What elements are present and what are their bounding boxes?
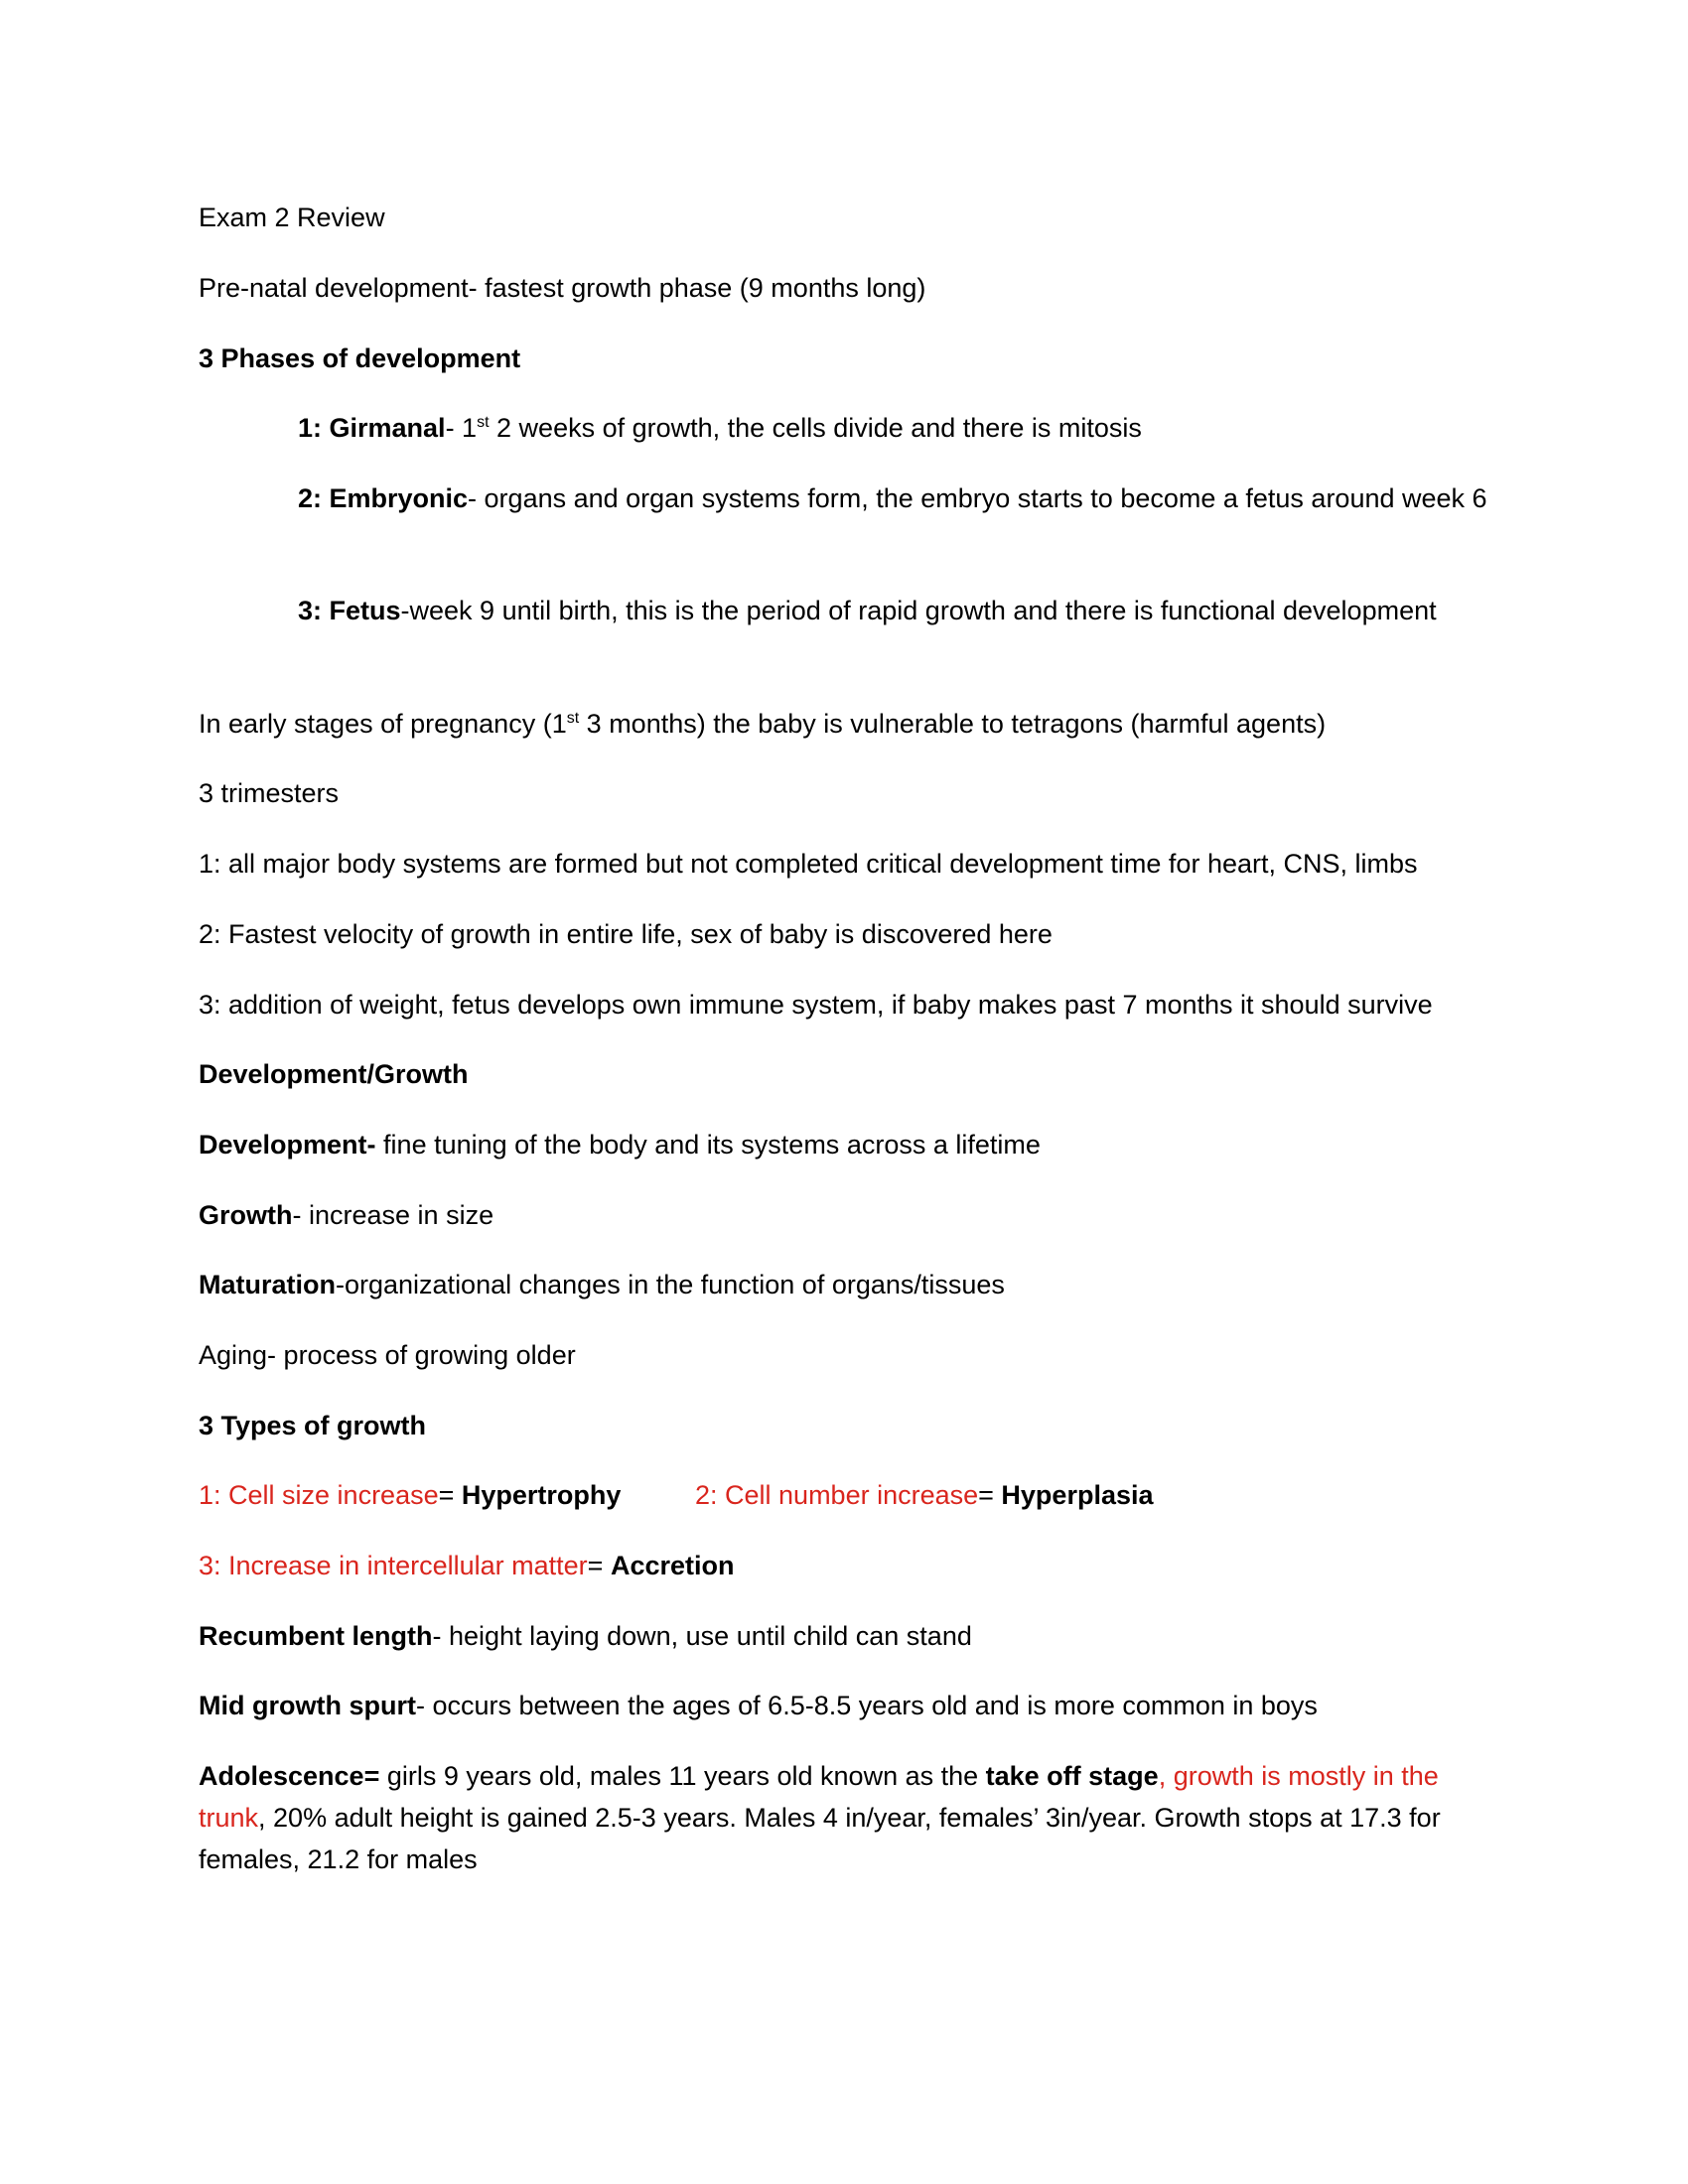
early-text-post: 3 months) the baby is vulnerable to tetragons (harmful agents) xyxy=(579,709,1327,739)
recumbent-term: Recumbent length xyxy=(199,1621,433,1651)
midgrowth-term: Mid growth spurt xyxy=(199,1691,416,1720)
phase-1-item xyxy=(199,407,1489,449)
growth-type-3-desc: 3: Increase in intercellular matter xyxy=(199,1551,588,1580)
midgrowth-definition xyxy=(199,1685,1489,1726)
adolescence-takeoff-term: take off stage xyxy=(985,1761,1159,1791)
phase-2-item xyxy=(199,478,1489,519)
adolescence-term: Adolescence= xyxy=(199,1761,380,1791)
phase-2-label: 2: Embryonic xyxy=(298,483,469,513)
types-heading: 3 Types of growth xyxy=(199,1411,427,1440)
early-superscript: st xyxy=(566,710,580,727)
phases-heading: 3 Phases of development xyxy=(199,343,521,373)
adolescence-text-1: girls 9 years old, males 11 years old known as the xyxy=(379,1761,986,1791)
growth-type-3 xyxy=(199,1545,1489,1586)
trimester-2-item: 2: Fastest velocity of growth in entire life, sex of baby is discovered here xyxy=(199,919,1053,949)
development-text: fine tuning of the body and its systems across a lifetime xyxy=(375,1130,1041,1160)
prenatal-line: Pre-natal development- fastest growth phase (9 months long) xyxy=(199,273,926,303)
adolescence-definition xyxy=(199,1755,1489,1880)
growth-type-2-eq: = xyxy=(978,1480,1002,1510)
early-pregnancy-line xyxy=(199,703,1489,745)
trimester-1-item: 1: all major body systems are formed but not completed critical development time for heart, CNS, limbs xyxy=(199,849,1418,879)
phase-1-text-post: 2 weeks of growth, the cells divide and there is mitosis xyxy=(489,413,1142,443)
growth-definition xyxy=(199,1194,1489,1236)
maturation-definition xyxy=(199,1264,1489,1305)
trimesters-heading: 3 trimesters xyxy=(199,778,340,808)
development-definition xyxy=(199,1124,1489,1165)
phase-1-label: 1: Girmanal xyxy=(298,413,446,443)
recumbent-definition xyxy=(199,1615,1489,1657)
phase-3-label: 3: Fetus xyxy=(298,596,401,625)
growth-type-1-eq: = xyxy=(438,1480,462,1510)
maturation-term: Maturation xyxy=(199,1270,336,1299)
growth-type-1-term: Hypertrophy xyxy=(461,1480,622,1510)
growth-type-2 xyxy=(695,1474,1154,1516)
phase-3-item xyxy=(199,590,1489,631)
recumbent-text: - height laying down, use until child can stand xyxy=(432,1621,972,1651)
phase-1-text-pre: - 1 xyxy=(445,413,478,443)
adolescence-text-2: , 20% adult height is gained 2.5-3 years. Males 4 in/year, females’ 3in/year. Growth stops at 17.3 for females, 21.2 for males xyxy=(199,1803,1441,1874)
growth-type-2-term: Hyperplasia xyxy=(1001,1480,1154,1510)
devgrowth-heading: Development/Growth xyxy=(199,1059,469,1089)
growth-types-row-1 xyxy=(199,1474,1489,1516)
growth-type-1-desc: 1: Cell size increase xyxy=(199,1480,439,1510)
adolescence-trunk-note: , growth is mostly in the trunk xyxy=(199,1761,1439,1833)
growth-type-1 xyxy=(199,1480,621,1510)
trimester-3-item: 3: addition of weight, fetus develops own immune system, if baby makes past 7 months it should survive xyxy=(199,990,1433,1020)
phase-1-superscript: st xyxy=(477,414,490,431)
phase-2-text: - organs and organ systems form, the embryo starts to become a fetus around week 6 xyxy=(468,483,1487,513)
development-term: Development- xyxy=(199,1130,376,1160)
growth-type-3-eq: = xyxy=(587,1551,611,1580)
growth-type-2-desc: 2: Cell number increase xyxy=(695,1480,979,1510)
maturation-text: -organizational changes in the function of organs/tissues xyxy=(336,1270,1005,1299)
growth-type-3-term: Accretion xyxy=(610,1551,735,1580)
growth-text: - increase in size xyxy=(292,1200,494,1230)
aging-definition: Aging- process of growing older xyxy=(199,1340,576,1370)
early-text-pre: In early stages of pregnancy (1 xyxy=(199,709,567,739)
document-title: Exam 2 Review xyxy=(199,203,385,232)
phase-3-text: -week 9 until birth, this is the period of rapid growth and there is functional development xyxy=(400,596,1437,625)
growth-term: Growth xyxy=(199,1200,293,1230)
midgrowth-text: - occurs between the ages of 6.5-8.5 years old and is more common in boys xyxy=(415,1691,1318,1720)
